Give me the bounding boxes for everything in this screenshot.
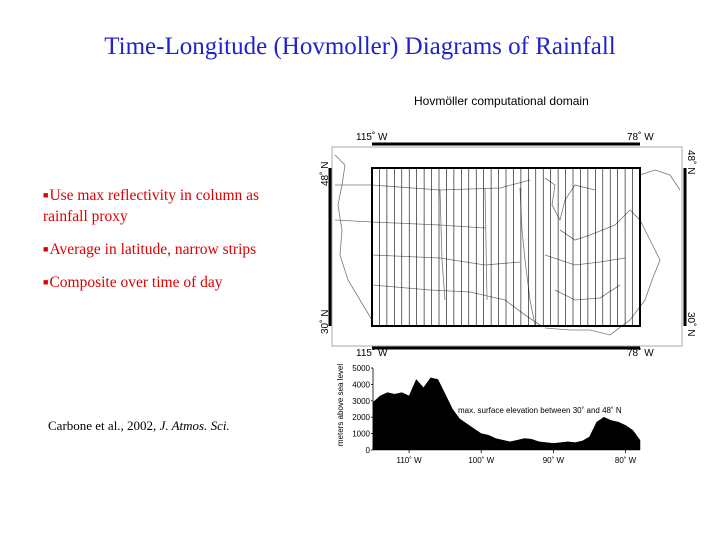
- x-tick-label: 100˚ W: [468, 456, 495, 465]
- citation-authors: Carbone et al., 2002,: [48, 418, 157, 433]
- elevation-y-ticks: [352, 364, 373, 455]
- map-label-right-bottom: 30˚ N: [685, 312, 696, 337]
- map-label-top-left: 115˚ W: [356, 132, 388, 143]
- elevation-annotation: max. surface elevation between 30˚ and 48˚ N: [458, 406, 622, 415]
- bullet-text: Use max reflectivity in column as rainfall proxy: [43, 187, 260, 225]
- map-label-top-right: 78˚ W: [627, 132, 654, 143]
- x-tick-label: 90˚ W: [542, 456, 565, 465]
- x-tick-label: 110˚ W: [396, 456, 422, 465]
- figure-title: Hovmöller computational domain: [414, 94, 589, 108]
- y-tick-label: 0: [365, 446, 370, 455]
- y-tick-label: 4000: [352, 380, 370, 390]
- map-label-bottom-right: 78˚ W: [627, 348, 654, 359]
- y-tick-label: 2000: [352, 413, 370, 423]
- map-label-left-top: 48˚ N: [320, 161, 331, 186]
- y-tick-label: 3000: [352, 396, 370, 406]
- map-label-right-top: 48˚ N: [685, 150, 696, 175]
- elevation-x-ticks: [396, 450, 636, 465]
- y-tick-label: 1000: [352, 429, 370, 439]
- bullet-text: Composite over time of day: [49, 274, 223, 291]
- x-tick-label: 80˚ W: [614, 456, 637, 465]
- bullet-marker-icon: ■: [43, 244, 49, 254]
- bullet-text: Average in latitude, narrow strips: [49, 241, 257, 258]
- map-label-left-bottom: 30˚ N: [320, 309, 331, 334]
- elevation-ylabel: meters above sea level: [336, 363, 345, 447]
- y-tick-label: 5000: [352, 364, 370, 373]
- citation-journal: J. Atmos. Sci.: [159, 418, 230, 433]
- map-label-bottom-left: 115˚ W: [356, 348, 388, 359]
- bullet-marker-icon: ■: [43, 277, 49, 287]
- bullet-marker-icon: ■: [43, 190, 49, 200]
- slide-title: Time-Longitude (Hovmoller) Diagrams of Rainfall: [104, 33, 616, 60]
